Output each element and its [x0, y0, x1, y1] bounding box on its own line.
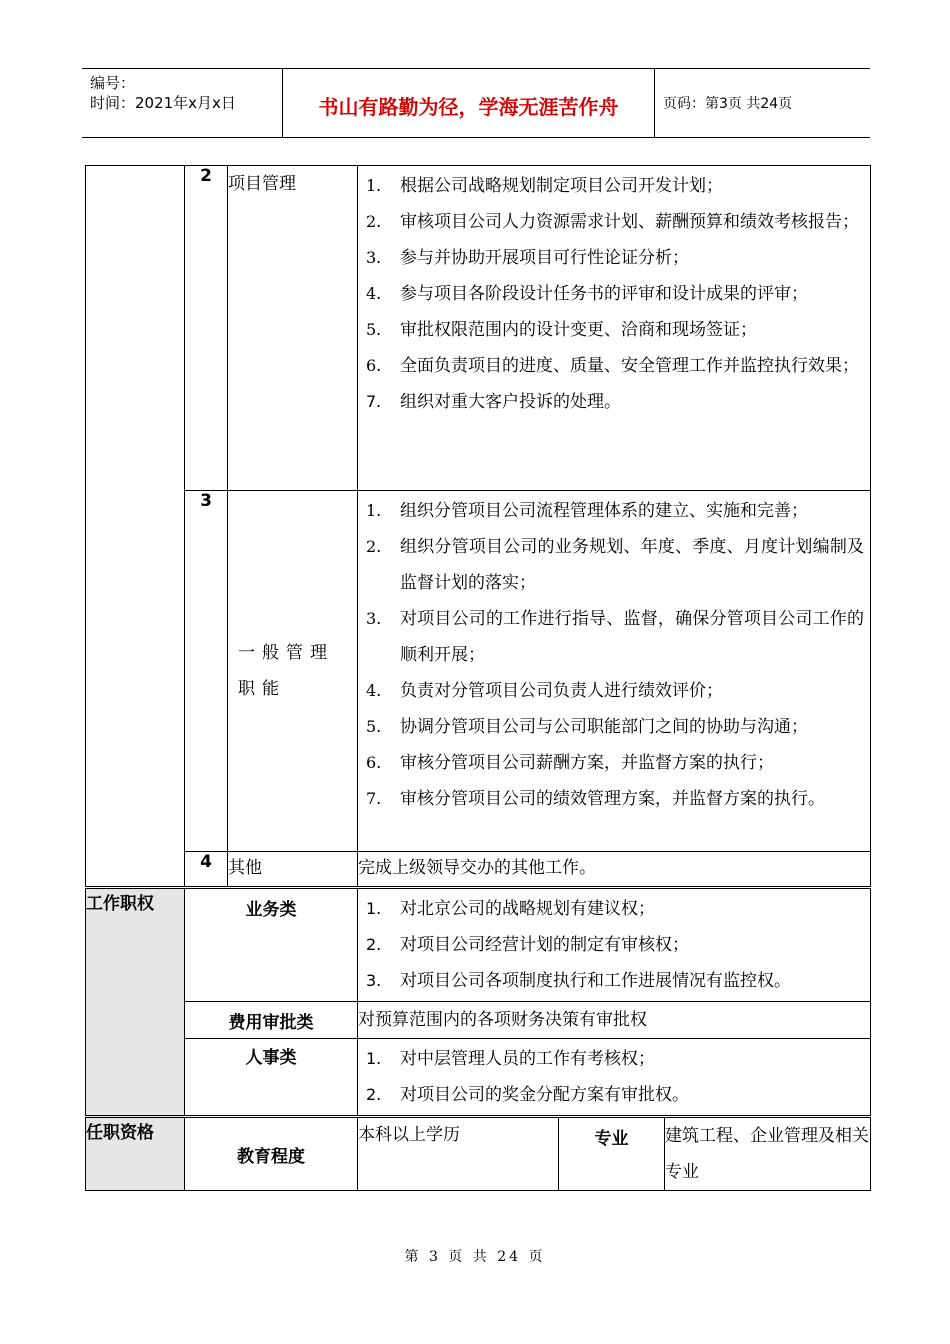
duty-number: 3	[185, 491, 228, 852]
duty-items-cell	[358, 166, 871, 491]
list-item: 3. 对项目公司的工作进行指导、监督，确保分管项目公司工作的顺利开展；	[366, 609, 865, 665]
authority-expense-label: 费用审批类	[185, 1002, 358, 1039]
duty-number: 4	[185, 852, 228, 888]
list-item: 3. 参与并协助开展项目可行性论证分析；	[366, 248, 689, 268]
list-item: 6. 全面负责项目的进度、质量、安全管理工作并监控执行效果；	[366, 356, 859, 376]
list-item: 7. 审核分管项目公司的绩效管理方案，并监督方案的执行。	[366, 789, 825, 809]
code-label: 编号：	[90, 74, 136, 92]
authority-section-label: 工作职权	[86, 888, 185, 1117]
authority-personnel-row	[86, 1039, 871, 1117]
time-label: 时间：2021年x月x日	[90, 94, 236, 112]
authority-expense-row	[86, 1002, 871, 1039]
duty-name: 一般管理职能	[228, 491, 358, 852]
job-description-table	[85, 165, 871, 1191]
list-item: 7. 组织对重大客户投诉的处理。	[366, 392, 621, 412]
duty-items-cell	[358, 491, 871, 852]
list-item: 4. 负责对分管项目公司负责人进行绩效评价；	[366, 681, 723, 701]
list-item: 1. 对中层管理人员的工作有考核权；	[366, 1049, 655, 1069]
list-item: 2. 审核项目公司人力资源需求计划、薪酬预算和绩效考核报告；	[366, 212, 859, 232]
authority-expense-text: 对预算范围内的各项财务决策有审批权	[358, 1002, 871, 1039]
list-item: 4. 参与项目各阶段设计任务书的评审和设计成果的评审；	[366, 284, 808, 304]
qualification-row	[86, 1117, 871, 1191]
authority-personnel-items	[358, 1039, 871, 1117]
list-item: 1. 组织分管项目公司流程管理体系的建立、实施和完善；	[366, 501, 808, 521]
authority-business-list	[358, 889, 870, 1001]
page-header	[82, 68, 870, 138]
authority-personnel-label: 人事类	[185, 1039, 358, 1117]
list-item: 5. 审批权限范围内的设计变更、洽商和现场签证；	[366, 320, 757, 340]
duty-row-2	[86, 166, 871, 491]
duty-name: 项目管理	[228, 166, 358, 491]
list-item: 1. 根据公司战略规划制定项目公司开发计划；	[366, 176, 723, 196]
duty-section-cell	[86, 166, 185, 888]
list-item: 2. 组织分管项目公司的业务规划、年度、季度、月度计划编制及监督计划的落实；	[366, 537, 865, 593]
header-meta	[82, 69, 283, 137]
duty-name: 其他	[228, 852, 358, 888]
list-item: 1. 对北京公司的战略规划有建议权；	[366, 899, 655, 919]
duty-text: 完成上级领导交办的其他工作。	[358, 852, 871, 888]
major-value: 建筑工程、企业管理及相关专业	[665, 1117, 871, 1191]
list-item: 5. 协调分管项目公司与公司职能部门之间的协助与沟通；	[366, 717, 808, 737]
authority-personnel-list	[358, 1039, 870, 1115]
header-page-info: 页码：第3页 共24页	[663, 96, 793, 112]
list-item: 3. 对项目公司各项制度执行和工作进展情况有监控权。	[366, 971, 791, 991]
authority-business-items	[358, 888, 871, 1002]
duty-list	[358, 491, 870, 819]
education-label: 教育程度	[185, 1117, 358, 1191]
page-footer: 第 3 页 共 24 页	[404, 1249, 546, 1265]
duty-row-3	[86, 491, 871, 852]
duty-list	[358, 166, 870, 422]
list-item: 2. 对项目公司经营计划的制定有审核权；	[366, 935, 689, 955]
major-label: 专业	[559, 1117, 665, 1191]
duty-row-4	[86, 852, 871, 888]
qualification-section-label: 任职资格	[86, 1117, 185, 1191]
authority-business-label: 业务类	[185, 888, 358, 1002]
header-motto: 书山有路勤为径，学海无涯苦作舟	[283, 69, 655, 137]
list-item: 2. 对项目公司的奖金分配方案有审批权。	[366, 1085, 689, 1105]
authority-business-row	[86, 888, 871, 1002]
list-item: 6. 审核分管项目公司薪酬方案，并监督方案的执行；	[366, 753, 774, 773]
education-value: 本科以上学历	[358, 1117, 559, 1191]
duty-number: 2	[185, 166, 228, 491]
